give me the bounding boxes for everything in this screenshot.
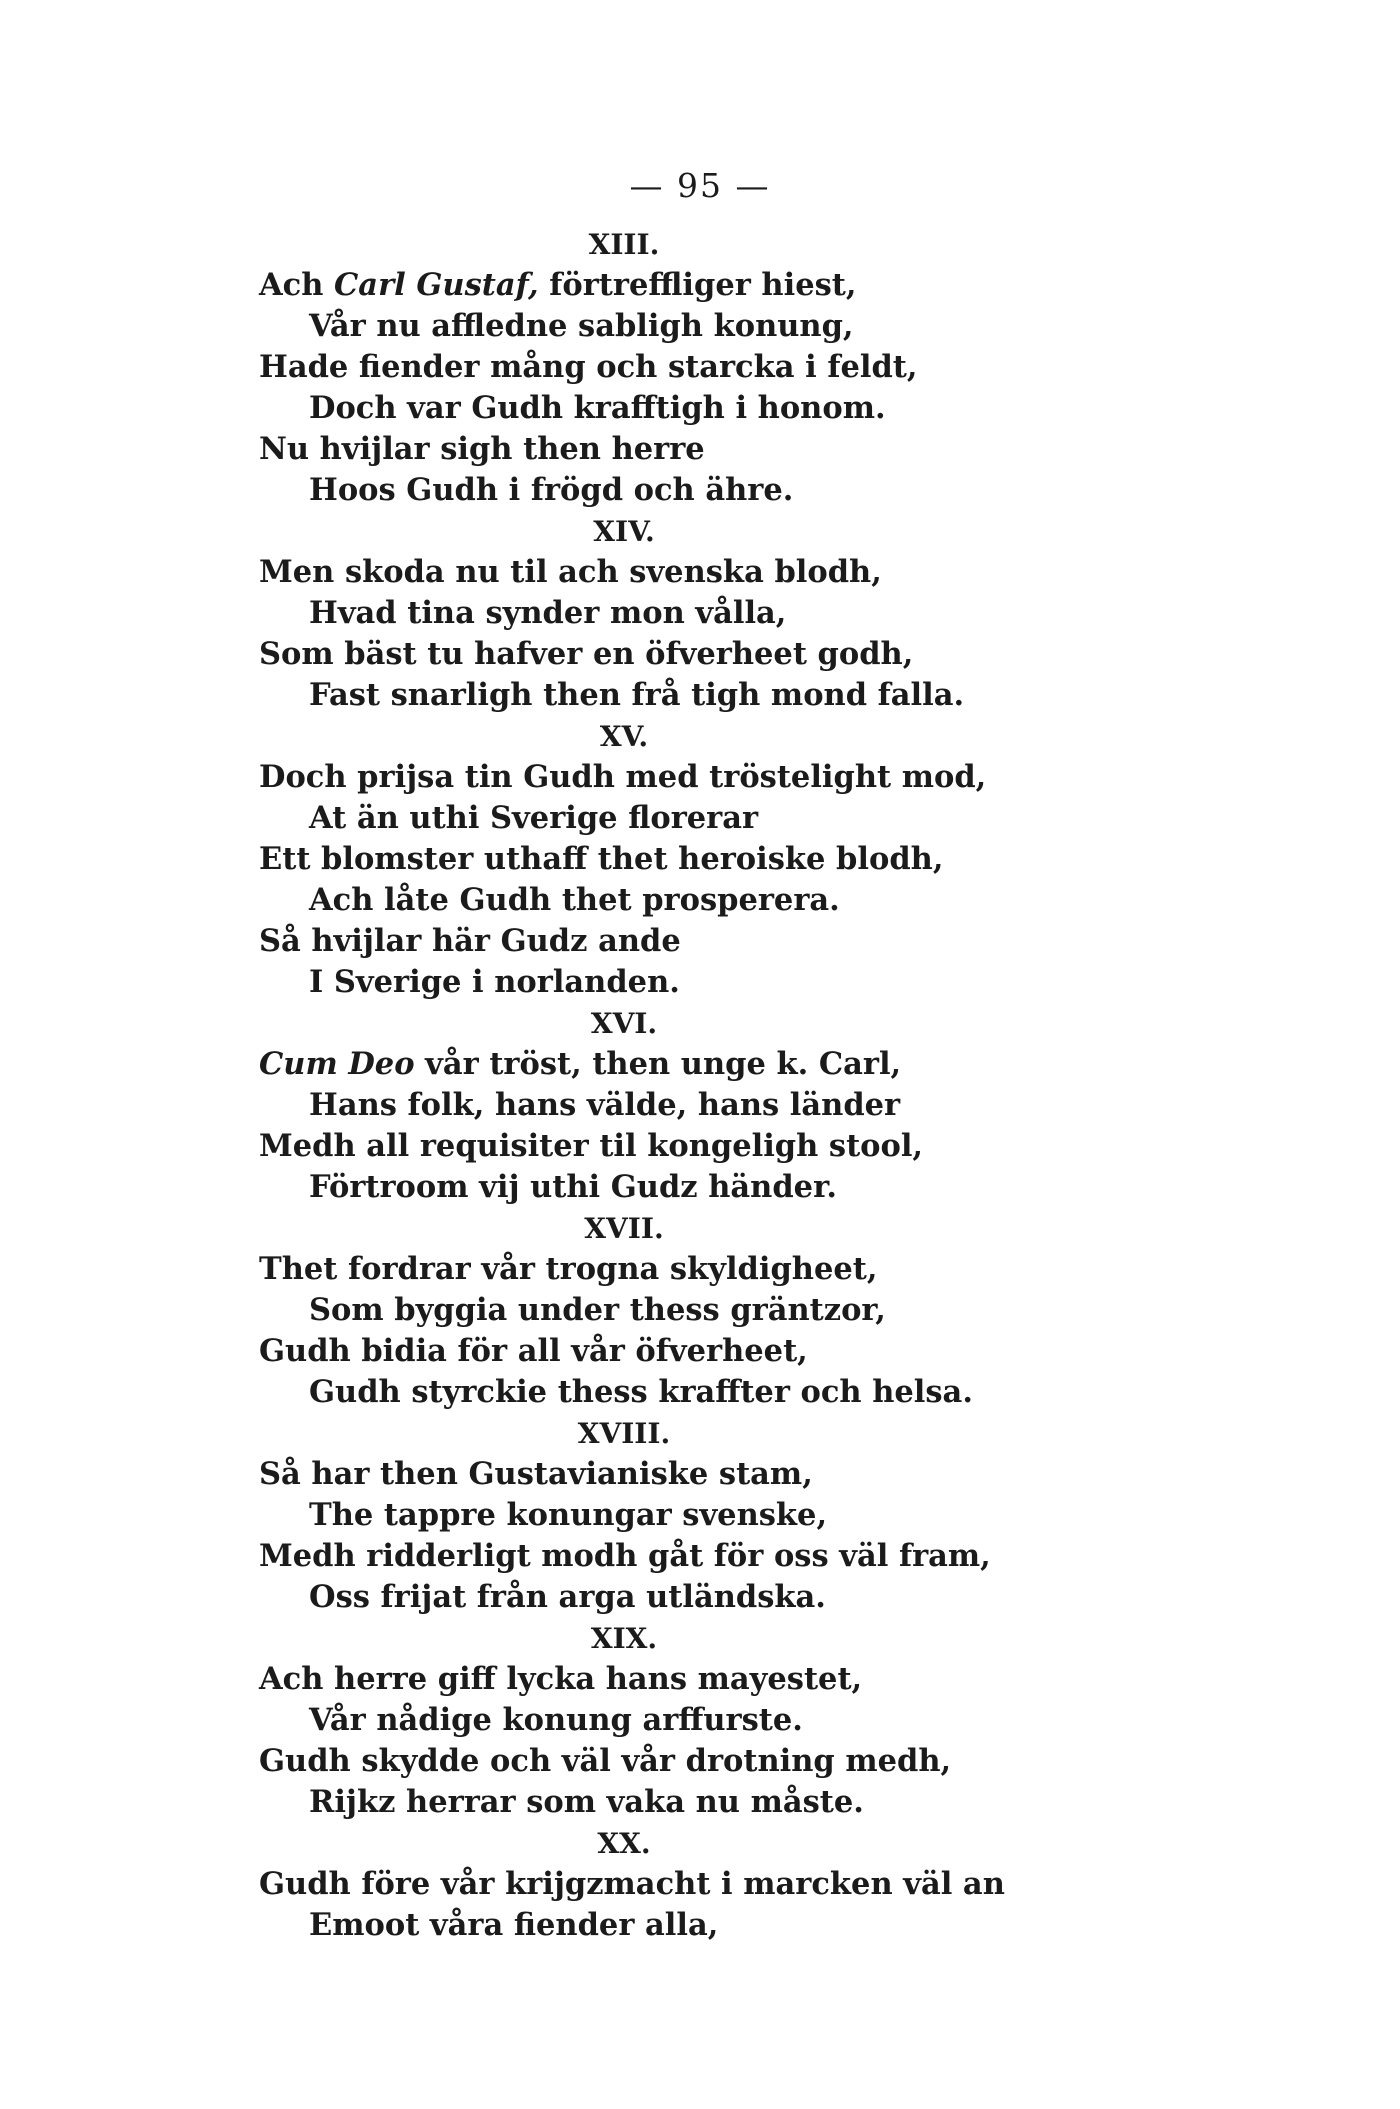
verse-line: Ach herre giff lycka hans mayestet, — [259, 1661, 863, 1697]
verse-line: Rijkz herrar som vaka nu måste. — [309, 1784, 864, 1820]
verse-line — [259, 265, 1019, 306]
verse-line-italic: Cum Deo — [259, 1046, 415, 1082]
verse-line: Ach låte Gudh thet prosperera. — [309, 882, 840, 918]
verse-line: Som byggia under thess gräntzor, — [309, 1292, 886, 1328]
verse-line — [259, 1044, 1019, 1085]
verse-line: Gudh styrckie thess kraffter och helsa. — [309, 1374, 973, 1410]
verse-line: Nu hvijlar sigh then herre — [259, 431, 705, 467]
verse-line: Vår nu affledne sabligh konung, — [309, 308, 854, 344]
verse-line: Gudh skydde och väl vår drotning medh, — [259, 1743, 952, 1779]
poem-body — [259, 224, 1019, 1946]
stanza-number: XV. — [599, 720, 649, 753]
verse-line: Hans folk, hans välde, hans länder — [309, 1087, 901, 1123]
verse-line: Hade fiender mång och starcka i feldt, — [259, 349, 918, 385]
verse-line: Gudh före vår krijgzmacht i marcken väl an — [259, 1866, 1005, 1902]
verse-line: Gudh bidia för all vår öfverheet, — [259, 1333, 808, 1369]
verse-line: Doch prijsa tin Gudh med tröstelight mod, — [259, 759, 987, 795]
verse-line-italic: Carl Gustaf, — [334, 267, 539, 303]
verse-line: Emoot våra fiender alla, — [309, 1907, 719, 1943]
verse-line: Förtroom vij uthi Gudz händer. — [309, 1169, 837, 1205]
stanza-number: XIX. — [590, 1622, 658, 1655]
stanza-number: XX. — [597, 1827, 651, 1860]
page-number: — 95 — — [629, 166, 771, 205]
verse-line-text: vår tröst, then unge k. Carl, — [414, 1046, 902, 1082]
verse-line: Hvad tina synder mon vålla, — [309, 595, 787, 631]
stanza-number: XVII. — [584, 1212, 664, 1245]
verse-line: At än uthi Sverige florerar — [309, 800, 759, 836]
verse-line-text: förtreffliger hiest, — [538, 267, 857, 303]
verse-line: Thet fordrar vår trogna skyldigheet, — [259, 1251, 878, 1287]
stanza-number: XIV. — [593, 515, 655, 548]
verse-line: Ett blomster uthaff thet heroiske blodh, — [259, 841, 944, 877]
stanza-number: XIII. — [588, 228, 660, 261]
verse-line: Fast snarligh then frå tigh mond falla. — [309, 677, 965, 713]
verse-line: Som bäst tu hafver en öfverheet godh, — [259, 636, 914, 672]
stanza-number: XVI. — [590, 1007, 658, 1040]
verse-line: Medh all requisiter til kongeligh stool, — [259, 1128, 924, 1164]
verse-line: The tappre konungar svenske, — [309, 1497, 828, 1533]
verse-line: Doch var Gudh krafftigh i honom. — [309, 390, 886, 426]
stanza-number: XVIII. — [577, 1417, 671, 1450]
verse-line: I Sverige i norlanden. — [309, 964, 680, 1000]
verse-line: Hoos Gudh i frögd och ähre. — [309, 472, 794, 508]
verse-line: Vår nådige konung arffurste. — [309, 1702, 803, 1738]
verse-line: Så hvijlar här Gudz ande — [259, 923, 681, 959]
verse-line: Oss frijat från arga utländska. — [309, 1579, 826, 1615]
verse-line: Men skoda nu til ach svenska blodh, — [259, 554, 882, 590]
verse-line-lead: Ach — [259, 267, 335, 303]
verse-line: Medh ridderligt modh gåt för oss väl fram, — [259, 1538, 991, 1574]
verse-line: Så har then Gustavianiske stam, — [259, 1456, 813, 1492]
